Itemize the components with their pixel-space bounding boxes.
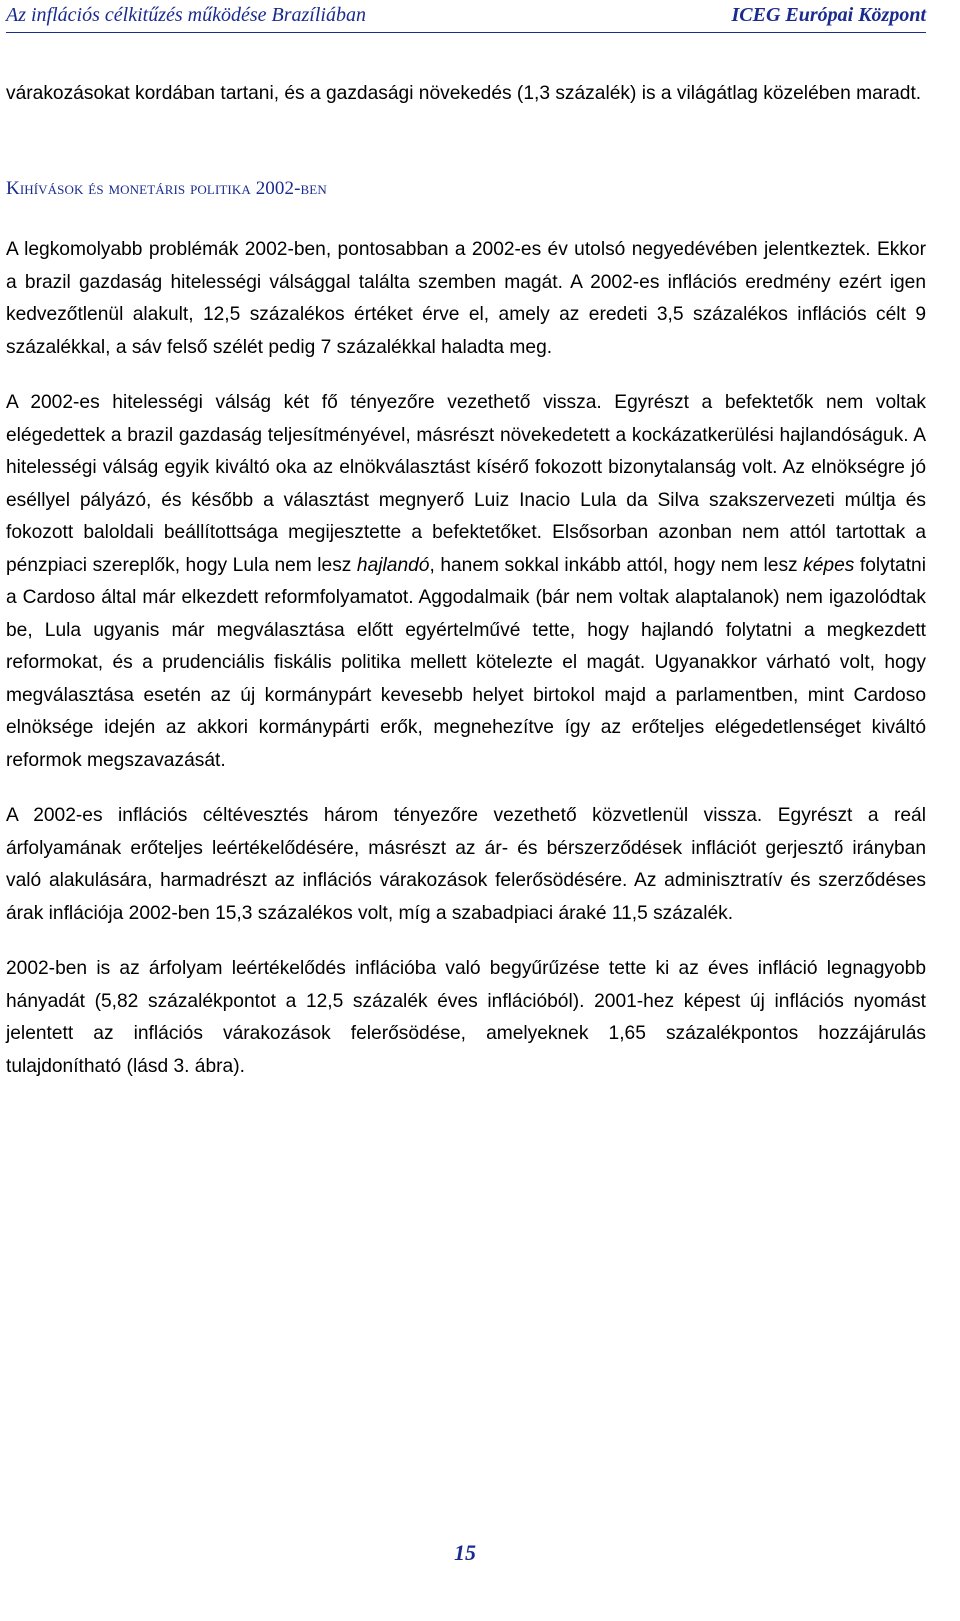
header-title: Az inflációs célkitűzés működése Brazíliában: [6, 4, 366, 26]
section-heading: Kihívások és monetáris politika 2002-ben: [6, 178, 327, 199]
running-header: [6, 2, 926, 33]
paragraph-2-part-a: A 2002-es hitelességi válság két fő tényezőre vezethető vissza. Egyrészt a befektetők nem voltak elégedettek a brazil gazdaság teljesítményével, másrészt növekedetett a kockázatkerülési hajlandóságuk. A hitelességi válság egyik kiváltó oka az elnökválasztást kísérő fokozott bizonytalanság volt. Az elnökségre jó eséllyel pályázó, és később a választást megnyerő Luiz Inacio Lula da Silva szakszervezeti múltja és fokozott baloldali beállítottsága megijesztette a befektetőket. Elsősorban azonban nem attól tartottak a pénzpiaci szereplők, hogy Lula nem lesz: [6, 392, 926, 576]
paragraph-2-part-b: , hanem sokkal inkább attól, hogy nem lesz: [429, 554, 804, 576]
header-publisher: ICEG Európai Központ: [731, 4, 926, 26]
main-body: [6, 234, 926, 1106]
paragraph-4: 2002-ben is az árfolyam leértékelődés inflációba való begyűrűzése tette ki az éves infláció legnagyobb hányadát (5,82 százalékpontot a 12,5 százalék éves inflációból). 2001-hez képest új inflációs nyomást jelentett az inflációs várakozások felerősödése, amelyeknek 1,65 százalékpontos hozzájárulás tulajdonítható (lásd 3. ábra).: [6, 958, 926, 1077]
paragraph-1: A legkomolyabb problémák 2002-ben, pontosabban a 2002-es év utolsó negyedévében jelentkeztek. Ekkor a brazil gazdaság hitelességi válsággal találta szemben magát. A 2002-es inflációs eredmény ezért igen kedvezőtlenül alakult, 12,5 százalékos értéket érve el, amely az eredeti 3,5 százalékos inflációs célt 9 százalékkal, a sáv felső szélét pedig 7 százalékkal haladta meg.: [6, 239, 926, 358]
italic-word-hajlando: hajlandó: [356, 554, 430, 576]
italic-word-kepes: képes: [803, 554, 855, 576]
paragraph-3: A 2002-es inflációs céltévesztés három tényezőre vezethető közvetlenül vissza. Egyrészt a reál árfolyamának erőteljes leértékelődésére, másrészt az ár- és bérszerződések inflációt gerjesztő irányban való alakulására, harmadrészt az inflációs várakozások felerősödésére. Az adminisztratív és szerződéses árak inflációja 2002-ben 15,3 százalékos volt, míg a szabadpiaci áraké 11,5 százalék.: [6, 805, 926, 924]
page-number: 15: [454, 1540, 476, 1565]
intro-paragraph: várakozásokat kordában tartani, és a gazdasági növekedés (1,3 százalék) is a világátlag közelében maradt.: [6, 83, 922, 104]
paragraph-2: [6, 387, 926, 777]
intro-block: [6, 78, 926, 134]
paragraph-2-part-c: folytatni a Cardoso által már elkezdett reformfolyamatot. Aggodalmaik (bár nem voltak alaptalanok) nem igazolódtak be, Lula ugyanis már megválasztása előtt egyértelművé tette, hogy hajlandó folytatni a megkezdett reformokat, és a prudenciális fiskális politika mellett kötelezte el magát. Ugyanakkor várható volt, hogy megválasztása esetén az új kormánypárt kevesebb helyet birtokol majd a parlamentben, mint Cardoso elnöksége idején az akkori kormánypárti erők, megnehezítve így az erőteljes elégedetlenséget kiváltó reformok megszavazását.: [6, 554, 926, 771]
